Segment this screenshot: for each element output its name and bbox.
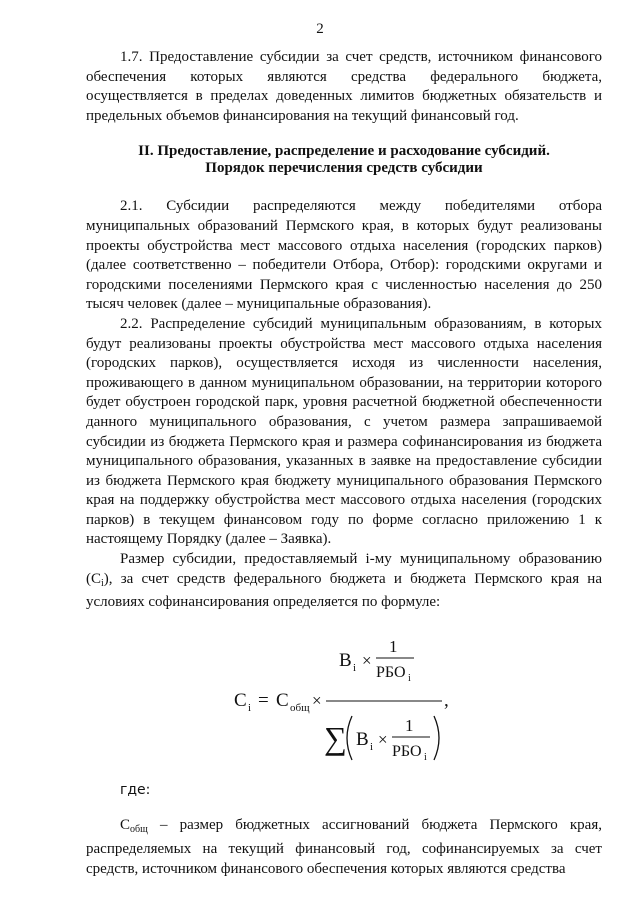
section-title-line-1: II. Предоставление, распределение и расходование субсидий.	[138, 143, 550, 160]
formula-c: C	[234, 689, 247, 711]
paragraph-1-7: 1.7. Предоставление субсидии за счет средств, источником финансового обеспечения которых являются средства федерального бюджета, осуществляется в пределах доведенных лимитов бюджетных обязательств и предельных объемов финансирования на текущий финансовый год.	[86, 49, 602, 124]
subsidy-size-text-b: ), за счет средств федерального бюджета и бюджета Пермского края на условиях софинансирования определяется по формуле:	[86, 570, 602, 611]
formula-c-total-sub: общ	[290, 701, 310, 714]
formula-left-paren	[347, 716, 352, 760]
section-title	[86, 143, 602, 177]
c-total-symbol: C	[120, 817, 131, 834]
formula-den-b-sub: i	[370, 740, 374, 753]
where-label: где:	[120, 781, 151, 798]
formula-den-rbo: РБО	[392, 742, 422, 760]
formula-c-total: C	[276, 689, 289, 711]
formula-times-1: ×	[312, 690, 322, 710]
formula-num-rbo-sub: i	[408, 672, 411, 684]
document-body	[86, 48, 602, 879]
subsidy-size-paragraph	[86, 550, 602, 613]
paragraph-2-2: 2.2. Распределение субсидий муниципальным образованиям, в которых будут реализованы проекты обустройства мест массового отдыха населения (городских парков), осуществляется исходя из численности населения, проживающего в данном муниципальном образовании, на территории которого будет обустроен городской парк, уровня расчетной бюджетной обеспеченности данного муниципального образования, с учетом размера запрашиваемой субсидии из бюджета Пермского края и размера софинансирования из бюджета муниципального образования, указанных в заявке на предоставление субсидии из бюджета Пермского края бюджету муниципального образования Пермского края на поддержку обустройства мест массового отдыха населения (городских парков) в текущем финансовом году по форме согласно приложению 1 к настоящему Порядку (далее – Заявка).	[86, 315, 602, 548]
formula-den-b: B	[356, 728, 369, 750]
formula-right-paren	[434, 716, 439, 760]
subsidy-size-sub: i	[101, 577, 104, 589]
formula-num-times: ×	[362, 650, 372, 670]
c-total-definition	[86, 816, 602, 879]
formula-num-one: 1	[389, 636, 398, 656]
subsidy-size-text-a: Размер субсидии, предоставляемый i-му муниципальному образованию (C	[86, 551, 602, 587]
formula-den-rbo-sub: i	[424, 751, 427, 763]
formula-sigma: ∑	[324, 719, 347, 756]
formula-c-sub-i: i	[248, 701, 252, 714]
c-total-symbol-sub: общ	[130, 824, 148, 836]
formula-den-times: ×	[378, 729, 388, 749]
formula-num-rbo: РБО	[376, 663, 406, 681]
formula-den-one: 1	[405, 715, 414, 735]
formula-equals: =	[258, 689, 269, 711]
paragraph-2-1: 2.1. Субсидии распределяются между победителями отбора муниципальных образований Пермского края, в которых будут реализованы проекты обустройства мест массового отдыха населения (городских парков) (далее соответственно – победители Отбора, Отбор): городскими округами и городскими поселениями Пермского края с численностью населения до 250 тысяч человек (далее – муниципальные образования).	[86, 198, 602, 313]
page-number: 2	[316, 21, 324, 37]
subsidy-formula	[86, 627, 602, 777]
formula-num-b-sub: i	[353, 661, 357, 674]
formula-comma: ,	[444, 689, 449, 711]
c-total-definition-text: – размер бюджетных ассигнований бюджета Пермского края, распределяемых на текущий финансовый год, софинансируемых за счет средств, источником финансового обеспечения которых являются средства	[86, 817, 602, 877]
formula-num-b: B	[339, 649, 352, 671]
formula-svg	[86, 627, 602, 777]
section-title-line-2: Порядок перечисления средств субсидии	[205, 160, 483, 177]
